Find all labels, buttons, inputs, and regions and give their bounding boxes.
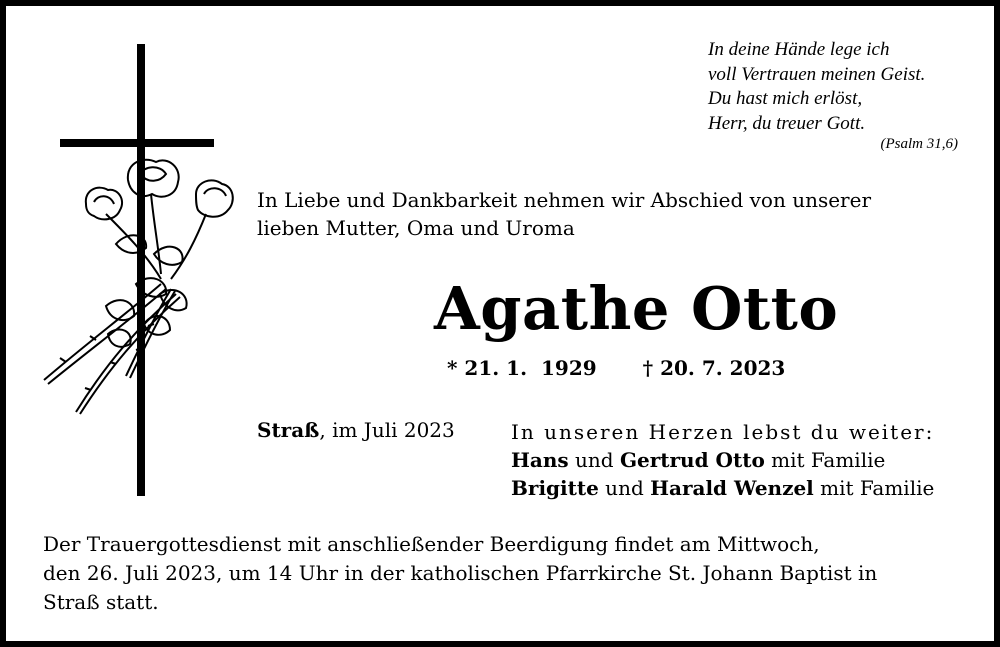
- mourner-name: Gertrud Otto: [619, 448, 765, 472]
- mourner-name: Brigitte: [511, 476, 599, 500]
- deceased-name: Agathe Otto: [434, 274, 839, 343]
- psalm-line: In deine Hände lege ich: [708, 39, 890, 60]
- mourner-suffix: mit Familie: [813, 476, 935, 500]
- date-text: , im Juli 2023: [319, 418, 455, 442]
- mourner-join: und: [598, 476, 651, 500]
- intro-text: [257, 186, 871, 242]
- mourners-heading: In unseren Herzen lebst du weiter:: [511, 420, 935, 444]
- obituary-card: [6, 6, 994, 641]
- service-line: Straß statt.: [43, 590, 159, 614]
- mourners-block: [511, 418, 934, 502]
- intro-line: lieben Mutter, Oma und Uroma: [257, 216, 575, 240]
- service-announcement: [43, 530, 877, 617]
- psalm-line: Du hast mich erlöst,: [708, 88, 863, 109]
- mourner-join: und: [568, 448, 620, 472]
- mourner-row: [511, 474, 934, 502]
- birth-date: * 21. 1. 1929: [447, 356, 597, 380]
- psalm-line: Herr, du treuer Gott.: [708, 112, 866, 134]
- service-line: Der Trauergottesdienst mit anschließender Beerdigung findet am Mittwoch,: [43, 532, 820, 556]
- mourner-row: [511, 446, 934, 474]
- cross-with-roses-icon: [36, 44, 246, 504]
- psalm-verse: [708, 38, 925, 136]
- psalm-reference: (Psalm 31,6): [880, 136, 958, 152]
- death-date: † 20. 7. 2023: [642, 356, 786, 380]
- cross-icon: [60, 44, 214, 496]
- mourner-name: Harald Wenzel: [650, 476, 814, 500]
- place-date: [257, 418, 455, 442]
- intro-line: In Liebe und Dankbarkeit nehmen wir Abschied von unserer: [257, 188, 872, 212]
- life-dates: [447, 356, 785, 380]
- service-line: den 26. Juli 2023, um 14 Uhr in der katholischen Pfarrkirche St. Johann Baptist in: [43, 561, 878, 585]
- mourner-suffix: mit Familie: [764, 448, 886, 472]
- place-name: Straß: [257, 418, 320, 442]
- mourner-name: Hans: [511, 448, 569, 472]
- psalm-line: voll Vertrauen meinen Geist.: [708, 63, 926, 85]
